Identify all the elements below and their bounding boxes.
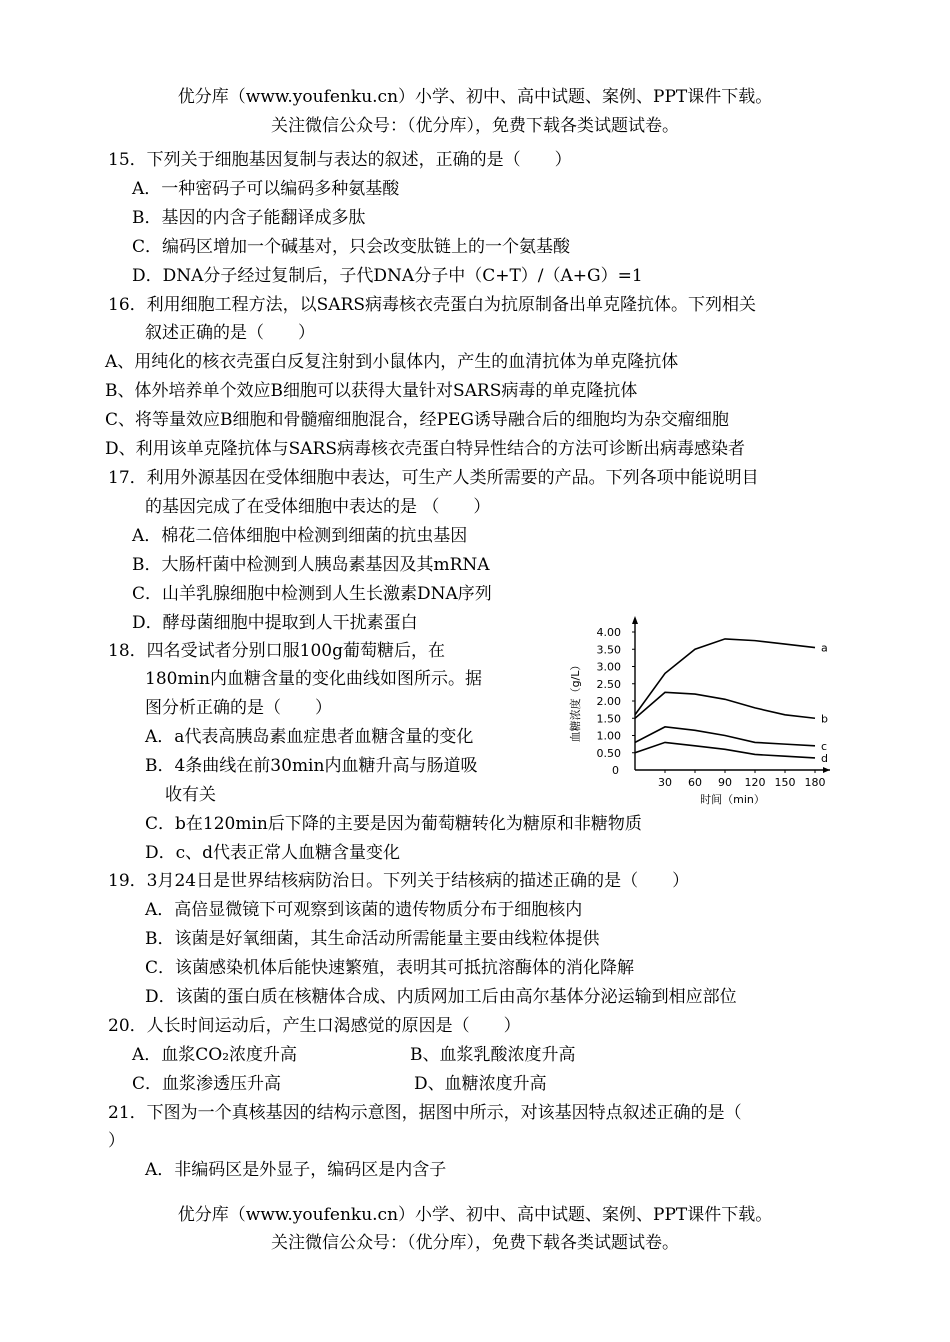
q15-option-a: A．一种密码子可以编码多种氨基酸: [132, 179, 400, 199]
x-tick-label: 180: [804, 776, 826, 789]
x-tick-label: 150: [774, 776, 796, 789]
q17-option-b: B．大肠杆菌中检测到人胰岛素基因及其mRNA: [132, 555, 490, 575]
q19-option-a: A．高倍显微镜下可观察到该菌的遗传物质分布于细胞核内: [145, 900, 583, 920]
q19-stem: 19．3月24日是世界结核病防治日。下列关于结核病的描述正确的是（ ）: [108, 871, 690, 891]
y-tick-label: 3.00: [596, 660, 621, 674]
q20-option-d: D、血糖浓度升高: [414, 1074, 547, 1094]
series-line-b: [635, 692, 815, 718]
x-tick-label: 90: [718, 776, 732, 789]
y-tick-label: 3.50: [596, 643, 621, 657]
footer-line-1: 优分库（www.youfenku.cn）小学、初中、高中试题、案例、PPT课件下载。: [177, 1205, 773, 1225]
q17-option-d: D．酵母菌细胞中提取到人干扰素蛋白: [132, 613, 418, 633]
series-line-a: [635, 639, 815, 715]
y-axis-arrow: [632, 616, 638, 624]
q16-option-c: C、将等量效应B细胞和骨髓瘤细胞混合，经PEG诱导融合后的细胞均为杂交瘤细胞: [105, 410, 729, 430]
q18-option-d: D．c、d代表正常人血糖含量变化: [145, 843, 401, 863]
header-line-2: 关注微信公众号：（优分库），免费下载各类试题试卷。: [271, 116, 679, 136]
y-tick-label: 2.50: [596, 677, 621, 691]
y-tick-label: 2.00: [596, 695, 621, 708]
q21-stem-line-2: ）: [108, 1131, 125, 1151]
series-label-d: d: [821, 751, 828, 765]
footer-line-2: 关注微信公众号：（优分库），免费下载各类试题试卷。: [271, 1233, 679, 1253]
q18-option-b-line-1: B．4条曲线在前30min内血糖升高与肠道吸: [145, 756, 478, 776]
q15-option-d: D．DNA分子经过复制后，子代DNA分子中（C+T）/（A+G）=1: [132, 266, 643, 286]
series-label-a: a: [821, 641, 828, 655]
q18-option-c: C．b在120min后下降的主要是因为葡萄糖转化为糖原和非糖物质: [145, 814, 642, 834]
q20-option-b: B、血浆乳酸浓度升高: [410, 1045, 576, 1065]
q16-option-b: B、体外培养单个效应B细胞可以获得大量针对SARS病毒的单克隆抗体: [105, 381, 638, 401]
q20-option-c: C．血浆渗透压升高: [132, 1074, 282, 1094]
q18-option-a: A．a代表高胰岛素血症患者血糖含量的变化: [145, 727, 474, 747]
y-tick-label: 0.50: [596, 746, 621, 760]
q18-stem-line-1: 18．四名受试者分别口服100g葡萄糖后，在: [108, 641, 445, 661]
y-tick-label: 4.00: [596, 626, 621, 639]
q17-stem-line-1: 17．利用外源基因在受体细胞中表达，可生产人类所需要的产品。下列各项中能说明目: [108, 468, 759, 488]
y-axis-label: 血糖浓度（g/L）: [569, 659, 582, 743]
series-label-c: c: [821, 739, 828, 753]
q15-option-c: C．编码区增加一个碱基对，只会改变肽链上的一个氨基酸: [132, 237, 571, 257]
q19-option-d: D．该菌的蛋白质在核糖体合成、内质网加工后由高尔基体分泌运输到相应部位: [145, 987, 737, 1007]
x-tick-label: 60: [688, 776, 702, 789]
origin-label: 0: [612, 764, 619, 777]
q16-stem-line-2: 叙述正确的是（ ）: [145, 323, 315, 343]
series-label-b: b: [821, 712, 828, 726]
q15-option-b: B．基因的内含子能翻译成多肽: [132, 208, 366, 228]
x-axis-arrow: [823, 767, 830, 773]
q16-option-a: A、用纯化的核衣壳蛋白反复注射到小鼠体内，产生的血清抗体为单克隆抗体: [105, 352, 679, 372]
q17-option-a: A．棉花二倍体细胞中检测到细菌的抗虫基因: [132, 526, 468, 546]
q18-stem-line-2: 180min内血糖含量的变化曲线如图所示。据: [145, 669, 482, 689]
y-tick-label: 1.50: [596, 712, 621, 726]
q16-stem-line-1: 16．利用细胞工程方法，以SARS病毒核衣壳蛋白为抗原制备出单克隆抗体。下列相关: [108, 295, 756, 315]
x-axis-label: 时间（min）: [700, 793, 765, 806]
q18-stem-line-3: 图分析正确的是（ ）: [145, 698, 332, 718]
q18-option-b-line-2: 收有关: [165, 785, 216, 805]
y-tick-label: 1.00: [596, 729, 621, 743]
q20-option-a: A．血浆CO₂浓度升高: [132, 1045, 298, 1065]
q17-option-c: C．山羊乳腺细胞中检测到人生长激素DNA序列: [132, 584, 492, 604]
x-tick-label: 30: [658, 776, 672, 789]
q19-option-c: C．该菌感染机体后能快速繁殖，表明其可抵抗溶酶体的消化降解: [145, 958, 635, 978]
q16-option-d: D、利用该单克隆抗体与SARS病毒核衣壳蛋白特异性结合的方法可诊断出病毒感染者: [105, 439, 745, 459]
header-line-1: 优分库（www.youfenku.cn）小学、初中、高中试题、案例、PPT课件下载。: [177, 87, 773, 107]
q20-stem: 20．人长时间运动后，产生口渴感觉的原因是（ ）: [108, 1016, 521, 1036]
q21-stem-line-1: 21．下图为一个真核基因的结构示意图，据图中所示，对该基因特点叙述正确的是（: [108, 1103, 742, 1123]
q17-stem-line-2: 的基因完成了在受体细胞中表达的是 （ ）: [145, 497, 491, 517]
q15-stem: 15．下列关于细胞基因复制与表达的叙述，正确的是（ ）: [108, 150, 572, 170]
x-tick-label: 120: [744, 776, 766, 789]
blood-glucose-chart: [555, 612, 840, 807]
q19-option-b: B．该菌是好氧细菌，其生命活动所需能量主要由线粒体提供: [145, 929, 600, 949]
q21-option-a: A．非编码区是外显子，编码区是内含子: [145, 1160, 447, 1180]
